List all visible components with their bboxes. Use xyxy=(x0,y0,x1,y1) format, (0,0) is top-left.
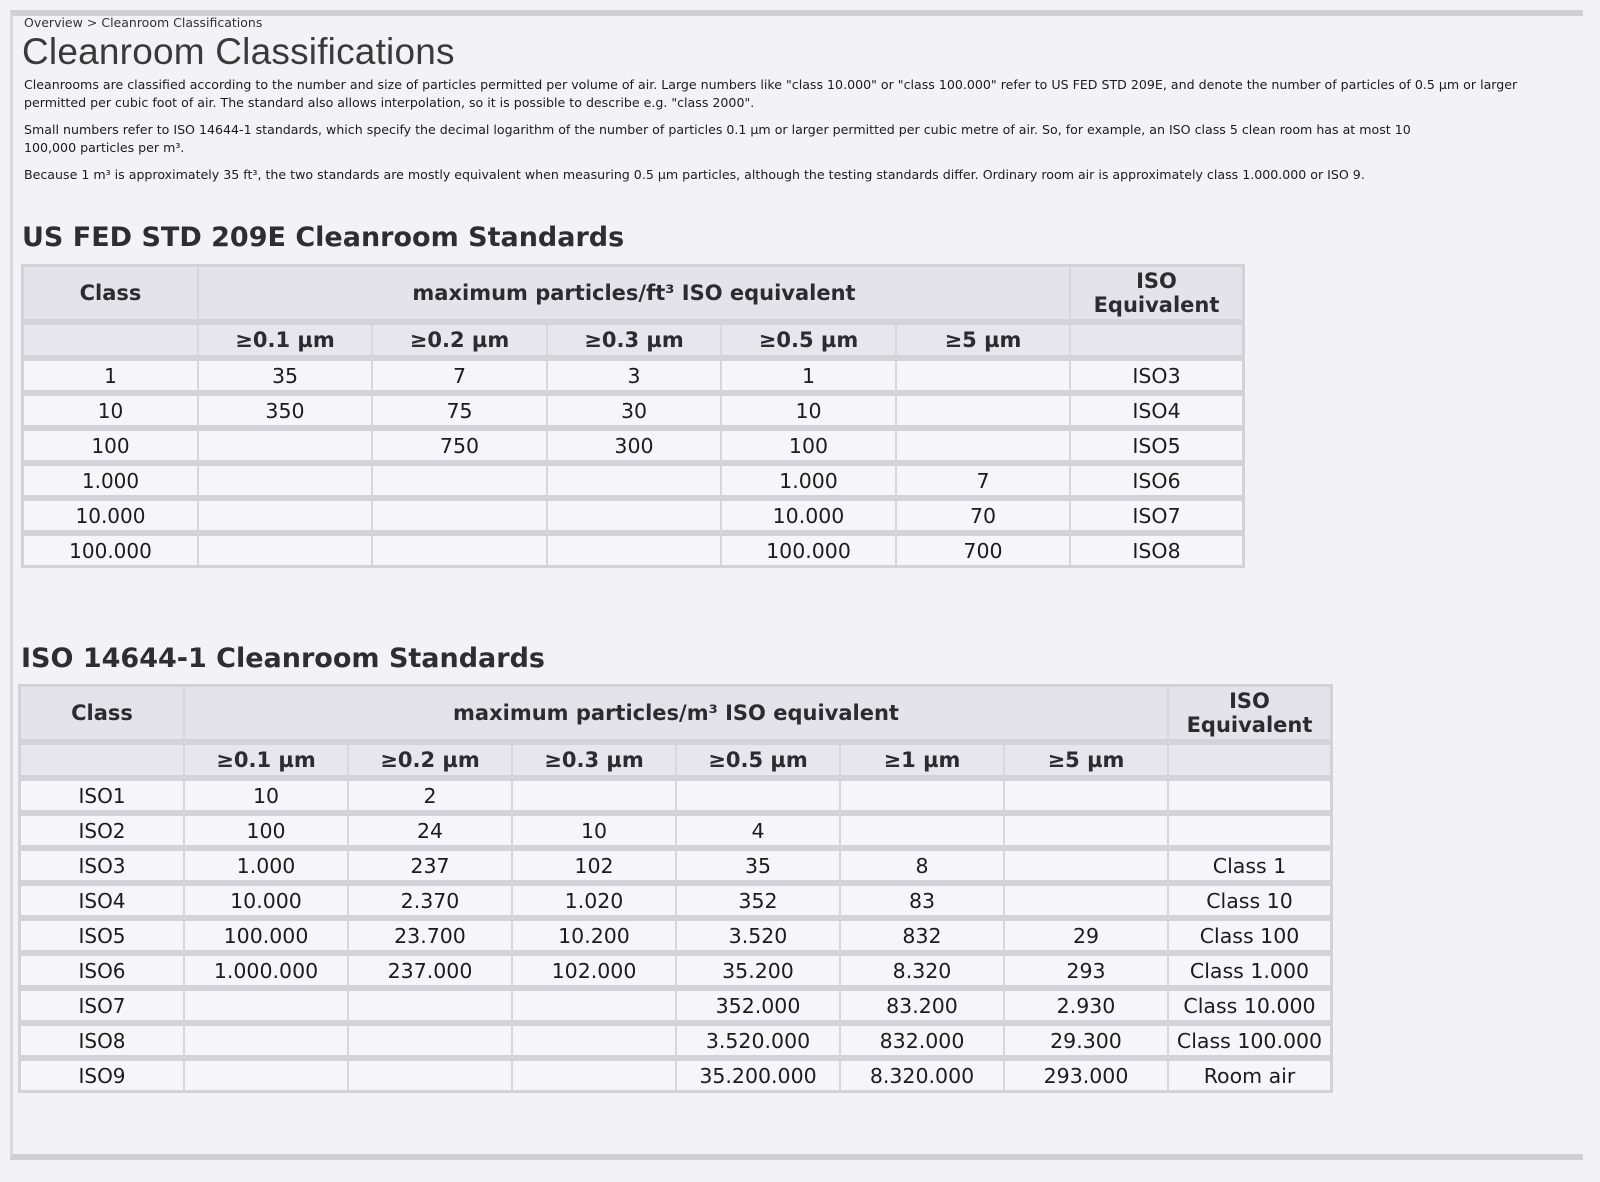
iso-cell: 8.320.000 xyxy=(841,1061,1005,1090)
iso-table-row xyxy=(21,991,1330,1026)
fed-subheader-iso-blank xyxy=(1071,325,1242,361)
fed-cell: 750 xyxy=(373,431,548,466)
iso-header-iso-equivalent: ISO Equivalent xyxy=(1169,687,1330,745)
fed-cell xyxy=(373,466,548,501)
page-title: Cleanroom Classifications xyxy=(22,31,455,72)
iso-cell xyxy=(677,781,841,816)
iso-table-row xyxy=(21,816,1330,851)
fed-cell: 300 xyxy=(548,431,722,466)
fed-table-row xyxy=(24,431,1242,466)
iso-subheader-class-blank xyxy=(21,745,185,781)
fed-table-row xyxy=(24,361,1242,396)
iso-cell-class: ISO2 xyxy=(21,816,185,851)
iso-cell: 352 xyxy=(677,886,841,921)
iso-cell: 1.000 xyxy=(185,851,349,886)
fed-subheader-size: ≥0.3 µm xyxy=(548,325,722,361)
fed-standards-table xyxy=(21,264,1245,568)
iso-cell: 4 xyxy=(677,816,841,851)
fed-cell: ISO6 xyxy=(1071,466,1242,501)
fed-cell: 3 xyxy=(548,361,722,396)
iso-cell xyxy=(1005,851,1169,886)
fed-cell: 700 xyxy=(897,536,1071,565)
fed-cell: 7 xyxy=(897,466,1071,501)
fed-cell: 70 xyxy=(897,501,1071,536)
iso-standards-table xyxy=(18,684,1333,1093)
iso-cell: 102.000 xyxy=(513,956,677,991)
iso-cell: 293.000 xyxy=(1005,1061,1169,1090)
fed-cell-class: 100.000 xyxy=(24,536,199,565)
fed-cell: 30 xyxy=(548,396,722,431)
breadcrumb-overview-link[interactable]: Overview xyxy=(24,15,83,30)
iso-cell: 352.000 xyxy=(677,991,841,1026)
fed-cell xyxy=(548,501,722,536)
iso-cell: 23.700 xyxy=(349,921,513,956)
iso-table-row xyxy=(21,781,1330,816)
iso-cell-class: ISO3 xyxy=(21,851,185,886)
fed-header-iso-equivalent: ISO Equivalent xyxy=(1071,267,1242,325)
fed-cell: 7 xyxy=(373,361,548,396)
iso-subheader-size: ≥0.1 µm xyxy=(185,745,349,781)
fed-cell: 100 xyxy=(722,431,897,466)
fed-cell: 10 xyxy=(722,396,897,431)
iso-cell xyxy=(1169,781,1330,816)
iso-cell: 2 xyxy=(349,781,513,816)
intro-paragraph-2: Small numbers refer to ISO 14644-1 standards, which specify the decimal logarithm of the number of particles 0.1 µm or larger permitted per cubic metre of air. So, for example, an ISO class 5 clean room has at most 10 100,000 particles per m³. xyxy=(24,122,1411,155)
fed-cell xyxy=(373,501,548,536)
iso-cell-class: ISO7 xyxy=(21,991,185,1026)
iso-table-body xyxy=(21,781,1330,1090)
fed-cell xyxy=(897,396,1071,431)
iso-cell-class: ISO4 xyxy=(21,886,185,921)
iso-header-max-particles: maximum particles/m³ ISO equivalent xyxy=(185,687,1169,745)
fed-table-row xyxy=(24,396,1242,431)
iso-cell xyxy=(1005,816,1169,851)
iso-cell xyxy=(185,1061,349,1090)
fed-cell-class: 1.000 xyxy=(24,466,199,501)
iso-cell-class: ISO6 xyxy=(21,956,185,991)
fed-cell-class: 10 xyxy=(24,396,199,431)
iso-cell xyxy=(1005,886,1169,921)
intro-paragraph-3: Because 1 m³ is approximately 35 ft³, the two standards are mostly equivalent when measuring 0.5 µm particles, although the testing standards differ. Ordinary room air is approximately class 1.000.000 or ISO 9. xyxy=(24,167,1365,182)
iso-cell: 83.200 xyxy=(841,991,1005,1026)
iso-cell: 237.000 xyxy=(349,956,513,991)
iso-cell: 1.020 xyxy=(513,886,677,921)
fed-cell xyxy=(548,536,722,565)
fed-cell: ISO8 xyxy=(1132,538,1181,563)
fed-cell-class: 10.000 xyxy=(24,501,199,536)
breadcrumb-separator: > xyxy=(86,15,98,30)
fed-subheader-size: ≥0.1 µm xyxy=(199,325,373,361)
iso-cell: 83 xyxy=(841,886,1005,921)
iso-subheader-size: ≥0.3 µm xyxy=(513,745,677,781)
iso-cell: 35 xyxy=(677,851,841,886)
iso-cell: 100.000 xyxy=(185,921,349,956)
iso-cell: Class 1 xyxy=(1169,851,1330,886)
iso-cell: 8.320 xyxy=(841,956,1005,991)
iso-cell: Class 100 xyxy=(1169,921,1330,956)
fed-table-body xyxy=(24,361,1242,565)
fed-cell xyxy=(199,536,373,565)
iso-cell xyxy=(841,781,1005,816)
iso-table-row xyxy=(21,886,1330,921)
iso-header-class: Class xyxy=(21,687,185,745)
fed-table-row xyxy=(24,536,1242,565)
iso-cell: 35.200 xyxy=(677,956,841,991)
fed-cell xyxy=(199,501,373,536)
iso-cell: 3.520.000 xyxy=(677,1026,841,1061)
iso-table-row xyxy=(21,851,1330,886)
iso-cell: Class 100.000 xyxy=(1169,1026,1330,1061)
iso-subheader-size: ≥0.5 µm xyxy=(677,745,841,781)
fed-cell xyxy=(548,466,722,501)
iso-cell: 10.200 xyxy=(513,921,677,956)
fed-cell: 75 xyxy=(373,396,548,431)
fed-subheader-class-blank xyxy=(24,325,199,361)
iso-cell: 29 xyxy=(1005,921,1169,956)
fed-section-heading: US FED STD 209E Cleanroom Standards xyxy=(22,222,625,253)
fed-cell: 1 xyxy=(722,361,897,396)
iso-cell xyxy=(1169,816,1330,851)
fed-cell: 350 xyxy=(199,396,373,431)
fed-subheader-size: ≥0.2 µm xyxy=(373,325,548,361)
fed-cell xyxy=(897,431,1071,466)
iso-cell: Room air xyxy=(1203,1063,1296,1088)
iso-subheader-size: ≥1 µm xyxy=(841,745,1005,781)
iso-cell xyxy=(1005,781,1169,816)
intro-paragraph-1: Cleanrooms are classified according to the number and size of particles permitted per volume of air. Large numbers like "class 10.000" or "class 100.000" refer to US FED STD 209E, and denote the number of particles of 0.5 µm or larger permitted per cubic foot of air. The standard also allows interpolation, so it is possible to describe e.g. "class 2000". xyxy=(24,77,1518,110)
fed-cell: 10.000 xyxy=(722,501,897,536)
iso-cell: 35.200.000 xyxy=(677,1061,841,1090)
fed-cell xyxy=(897,361,1071,396)
iso-cell xyxy=(513,1026,677,1061)
iso-cell: 2.930 xyxy=(1005,991,1169,1026)
iso-table-row xyxy=(21,921,1330,956)
fed-cell: ISO5 xyxy=(1071,431,1242,466)
iso-cell: 10 xyxy=(513,816,677,851)
fed-header-max-particles: maximum particles/ft³ ISO equivalent xyxy=(199,267,1071,325)
fed-cell: ISO3 xyxy=(1071,361,1242,396)
iso-cell: Class 1.000 xyxy=(1169,956,1330,991)
iso-cell xyxy=(513,1061,677,1090)
iso-cell xyxy=(349,1061,513,1090)
iso-cell: 10 xyxy=(185,781,349,816)
iso-table-row xyxy=(21,1061,1330,1090)
iso-cell: Class 10 xyxy=(1169,886,1330,921)
iso-cell xyxy=(185,1026,349,1061)
iso-section-heading: ISO 14644-1 Cleanroom Standards xyxy=(21,643,545,674)
fed-cell-class: 100 xyxy=(24,431,199,466)
iso-table-row xyxy=(21,956,1330,991)
iso-cell: 2.370 xyxy=(349,886,513,921)
iso-subheader-size: ≥0.2 µm xyxy=(349,745,513,781)
fed-cell: 100.000 xyxy=(722,536,897,565)
iso-cell-class: ISO1 xyxy=(21,781,185,816)
iso-cell: 10.000 xyxy=(185,886,349,921)
fed-cell: ISO7 xyxy=(1071,501,1242,536)
fed-cell: 1.000 xyxy=(722,466,897,501)
iso-cell: 102 xyxy=(513,851,677,886)
breadcrumb xyxy=(24,15,262,30)
iso-cell-class: ISO9 xyxy=(21,1061,185,1090)
fed-cell: 35 xyxy=(199,361,373,396)
iso-cell-class: ISO5 xyxy=(21,921,185,956)
iso-table-row xyxy=(21,1026,1330,1061)
fed-cell-class: 1 xyxy=(24,361,199,396)
iso-cell xyxy=(349,991,513,1026)
fed-cell: ISO4 xyxy=(1071,396,1242,431)
fed-header-class: Class xyxy=(24,267,199,325)
iso-cell-class: ISO8 xyxy=(21,1026,185,1061)
iso-cell xyxy=(185,991,349,1026)
iso-cell xyxy=(513,991,677,1026)
iso-cell: 100 xyxy=(185,816,349,851)
fed-table-row xyxy=(24,501,1242,536)
iso-cell: 3.520 xyxy=(677,921,841,956)
iso-cell: Class 10.000 xyxy=(1169,991,1330,1026)
fed-table-row xyxy=(24,466,1242,501)
iso-cell: 293 xyxy=(1005,956,1169,991)
fed-cell xyxy=(199,466,373,501)
fed-subheader-size: ≥5 µm xyxy=(897,325,1071,361)
fed-cell xyxy=(373,536,548,565)
iso-cell: 832 xyxy=(841,921,1005,956)
iso-cell: 24 xyxy=(349,816,513,851)
iso-cell xyxy=(349,1026,513,1061)
breadcrumb-current: Cleanroom Classifications xyxy=(101,15,263,30)
fed-subheader-size: ≥0.5 µm xyxy=(722,325,897,361)
iso-cell: 237 xyxy=(349,851,513,886)
iso-cell xyxy=(841,816,1005,851)
iso-cell: 8 xyxy=(841,851,1005,886)
iso-cell: 832.000 xyxy=(841,1026,1005,1061)
iso-subheader-iso-blank xyxy=(1169,745,1330,781)
intro-text xyxy=(24,76,1580,194)
iso-cell: 29.300 xyxy=(1005,1026,1169,1061)
fed-cell xyxy=(199,431,373,466)
iso-cell xyxy=(513,781,677,816)
iso-subheader-size: ≥5 µm xyxy=(1005,745,1169,781)
iso-cell: 1.000.000 xyxy=(185,956,349,991)
